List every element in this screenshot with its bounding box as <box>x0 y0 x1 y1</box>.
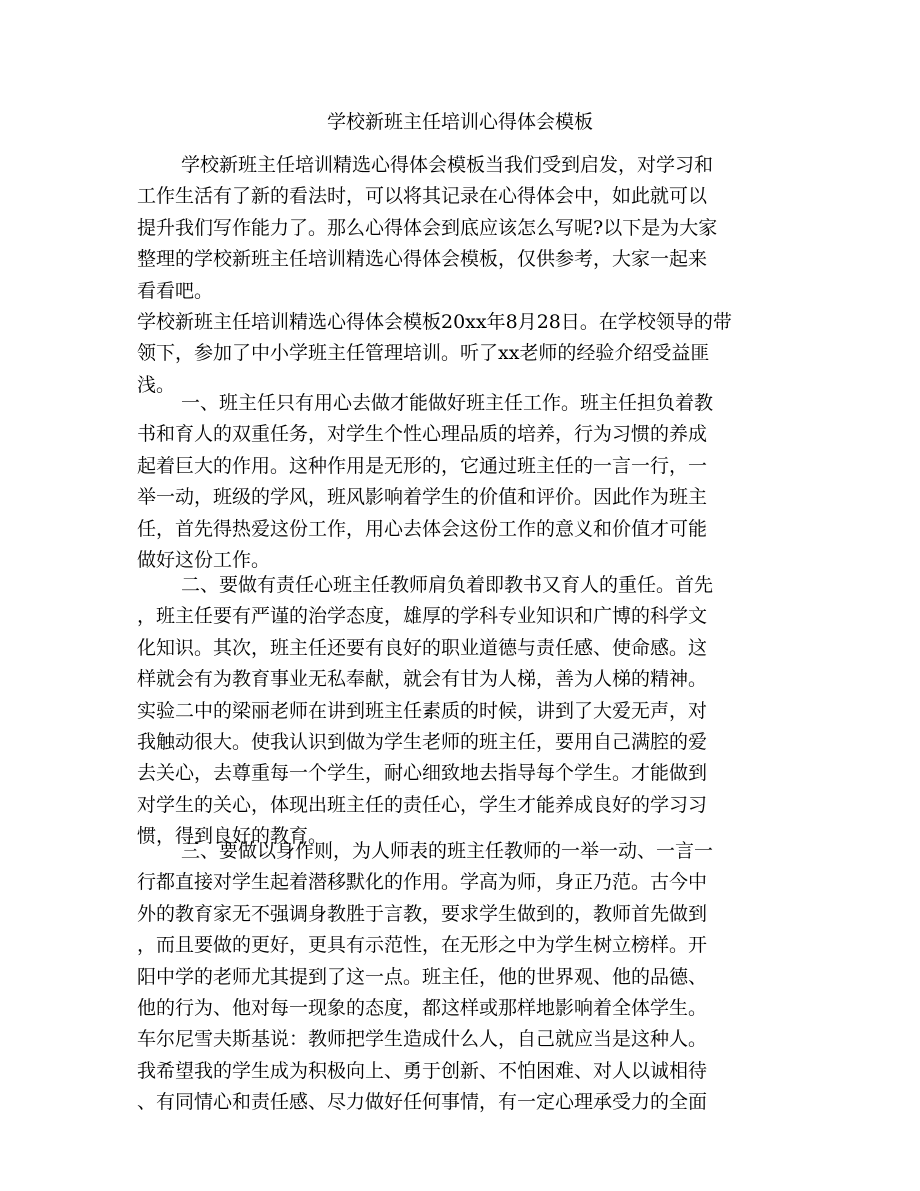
section-1-paragraph <box>137 388 787 576</box>
text-line: 学校新班主任培训精选心得体会模板20xx年8月28日。在学校领导的带 <box>137 310 732 333</box>
text-line: 一、班主任只有用心去做才能做好班主任工作。班主任担负着教 <box>181 392 714 414</box>
text-line: 我希望我的学生成为积极向上、勇于创新、不怕困难、对人以诚相待 <box>137 1059 708 1082</box>
text-line: 三、要做以身作则，为人师表的班主任教师的一举一动、一言一 <box>181 840 714 862</box>
text-line: 看看吧。 <box>137 279 214 302</box>
text-line: 阳中学的老师尤其提到了这一点。班主任，他的世界观、他的品德、 <box>137 965 708 988</box>
text-line: 样就会有为教育事业无私奉献，就会有甘为人梯，善为人梯的精神。 <box>137 668 708 691</box>
text-line: 对学生的关心，体现出班主任的责任心，学生才能养成良好的学习习 <box>137 793 708 816</box>
text-line: 他的行为、他对每一现象的态度，都这样或那样地影响着全体学生。 <box>137 996 708 1019</box>
text-line: ，班主任要有严谨的治学态度，雄厚的学科专业知识和广博的科学文 <box>137 605 708 628</box>
section-2-paragraph <box>137 570 787 853</box>
text-line: ，而且要做的更好，更具有示范性，在无形之中为学生树立榜样。开 <box>137 934 708 957</box>
text-line: 我触动很大。使我认识到做为学生老师的班主任，要用自己满腔的爱 <box>137 730 708 753</box>
intro-paragraph <box>137 150 787 401</box>
text-line: 学校新班主任培训精选心得体会模板当我们受到启发，对学习和 <box>181 154 714 176</box>
text-line: 举一动，班级的学风，班风影响着学生的价值和评价。因此作为班主 <box>137 486 708 509</box>
section-3-paragraph <box>137 836 787 1119</box>
text-line: 去关心，去尊重每一个学生，耐心细致地去指导每个学生。才能做到 <box>137 762 708 785</box>
text-line: 整理的学校新班主任培训精选心得体会模板，仅供参考，大家一起来 <box>137 248 708 271</box>
text-line: 领下，参加了中小学班主任管理培训。听了xx老师的经验介绍受益匪 <box>137 342 710 365</box>
text-line: 外的教育家无不强调身教胜于言教，要求学生做到的，教师首先做到 <box>137 902 708 925</box>
text-line: 做好这份工作。 <box>137 548 271 571</box>
text-line: 起着巨大的作用。这种作用是无形的，它通过班主任的一言一行，一 <box>137 454 708 477</box>
text-line: 行都直接对学生起着潜移默化的作用。学高为师，身正乃范。古今中 <box>137 871 708 894</box>
text-line: 实验二中的梁丽老师在讲到班主任素质的时候，讲到了大爱无声，对 <box>137 699 708 722</box>
text-line: 书和育人的双重任务，对学生个性心理品质的培养，行为习惯的养成 <box>137 423 708 446</box>
document-title: 学校新班主任培训心得体会模板 <box>326 111 593 133</box>
text-line: 提升我们写作能力了。那么心得体会到底应该怎么写呢?以下是为大家 <box>137 216 718 239</box>
text-line: 化知识。其次，班主任还要有良好的职业道德与责任感、使命感。这 <box>137 636 708 659</box>
text-line: 、有同情心和责任感、尽力做好任何事情，有一定心理承受力的全面 <box>137 1091 708 1114</box>
text-line: 车尔尼雪夫斯基说：教师把学生造成什么人，自己就应当是这种人。 <box>137 1028 708 1051</box>
text-line: 任，首先得热爱这份工作，用心去体会这份工作的意义和价值才可能 <box>137 517 708 540</box>
text-line: 惯，得到良好的教育。 <box>137 825 328 848</box>
text-line: 二、要做有责任心班主任教师肩负着即教书又育人的重任。首先 <box>181 574 714 596</box>
text-line: 工作生活有了新的看法时，可以将其记录在心得体会中，如此就可以 <box>137 185 708 208</box>
text-line: 浅。 <box>137 373 176 396</box>
